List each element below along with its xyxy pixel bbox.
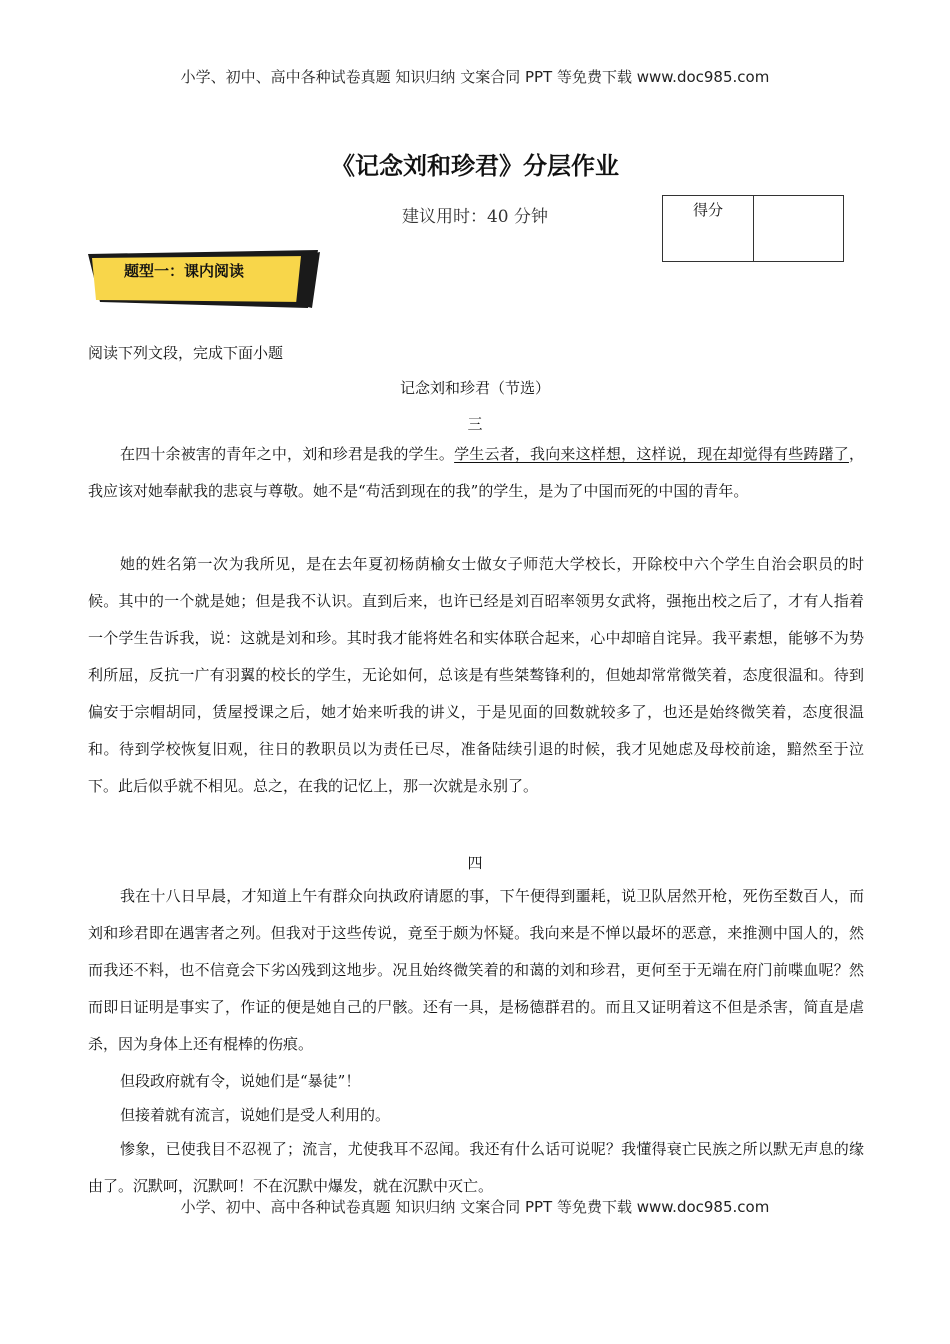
page-header: 小学、初中、高中各种试卷真题 知识归纳 文案合同 PPT 等免费下载 www.doc985.com <box>180 68 770 86</box>
paragraph-1-end: ，我应该对她奉献我的悲哀与尊敬。她不是“苟活到现在的我”的学生，是为了中国而死的中国的青年。 <box>88 445 864 500</box>
section-number-3: 三 <box>467 415 483 433</box>
paragraph-4: 但段政府就有令，说她们是“暴徒”！ <box>120 1072 361 1090</box>
score-value-cell[interactable] <box>754 196 843 261</box>
banner-label: 题型一：课内阅读 <box>124 262 245 280</box>
paragraph-1 <box>88 436 864 510</box>
paragraph-6: 惨象，已使我目不忍视了；流言，尤使我耳不忍闻。我还有什么话可说呢？我懂得衰亡民族之所以默无声息的缘由了。沉默呵，沉默呵！不在沉默中爆发，就在沉默中灭亡。 <box>88 1140 864 1195</box>
score-label: 得分 <box>663 196 754 261</box>
page-footer: 小学、初中、高中各种试卷真题 知识归纳 文案合同 PPT 等免费下载 www.doc985.com <box>180 1198 770 1216</box>
paragraph-5: 但接着就有流言，说她们是受人利用的。 <box>120 1106 391 1124</box>
instruction: 阅读下列文段，完成下面小题 <box>88 344 284 362</box>
suggested-time: 建议用时：40 分钟 <box>401 207 549 227</box>
underlined-sentence: 学生云者，我向来这样想，这样说，现在却觉得有些踌躇了 <box>454 445 849 463</box>
paragraph-3: 我在十八日早晨，才知道上午有群众向执政府请愿的事，下午便得到噩耗，说卫队居然开枪，死伤至数百人，而刘和珍君即在遇害者之列。但我对于这些传说，竟至于颇为怀疑。我向来是不惮以最坏的恶意，来推测中国人的，然而我还不料，也不信竟会下劣凶残到这地步。况且始终微笑着的和蔼的刘和珍君，更何至于无端在府门前喋血呢？然而即日证明是事实了，作证的便是她自己的尸骸。还有一具，是杨德群君的。而且又证明着这不但是杀害，简直是虐杀，因为身体上还有棍棒的伤痕。 <box>88 887 864 1053</box>
page-title: 《记念刘和珍君》分层作业 <box>331 152 619 180</box>
paragraph-2: 她的姓名第一次为我所见，是在去年夏初杨荫榆女士做女子师范大学校长，开除校中六个学生自治会职员的时候。其中的一个就是她；但是我不认识。直到后来，也许已经是刘百昭率领男女武将，强拖出校之后了，才有人指着一个学生告诉我，说：这就是刘和珍。其时我才能将姓名和实体联合起来，心中却暗自诧异。我平素想，能够不为势利所屈，反抗一广有羽翼的校长的学生，无论如何，总该是有些桀骜锋利的，但她却常常微笑着，态度很温和。待到偏安于宗帽胡同，赁屋授课之后，她才始来听我的讲义，于是见面的回数就较多了，也还是始终微笑着，态度很温和。待到学校恢复旧观，往日的教职员以为责任已尽，准备陆续引退的时候，我才见她虑及母校前途，黯然至于泣下。此后似乎就不相见。总之，在我的记忆上，那一次就是永别了。 <box>88 555 864 795</box>
paragraph-1-start: 在四十余被害的青年之中，刘和珍君是我的学生。 <box>120 445 455 463</box>
section-number-4: 四 <box>467 854 483 872</box>
score-box <box>662 195 844 262</box>
passage-title: 记念刘和珍君（节选） <box>399 379 550 397</box>
section-banner <box>86 250 326 310</box>
